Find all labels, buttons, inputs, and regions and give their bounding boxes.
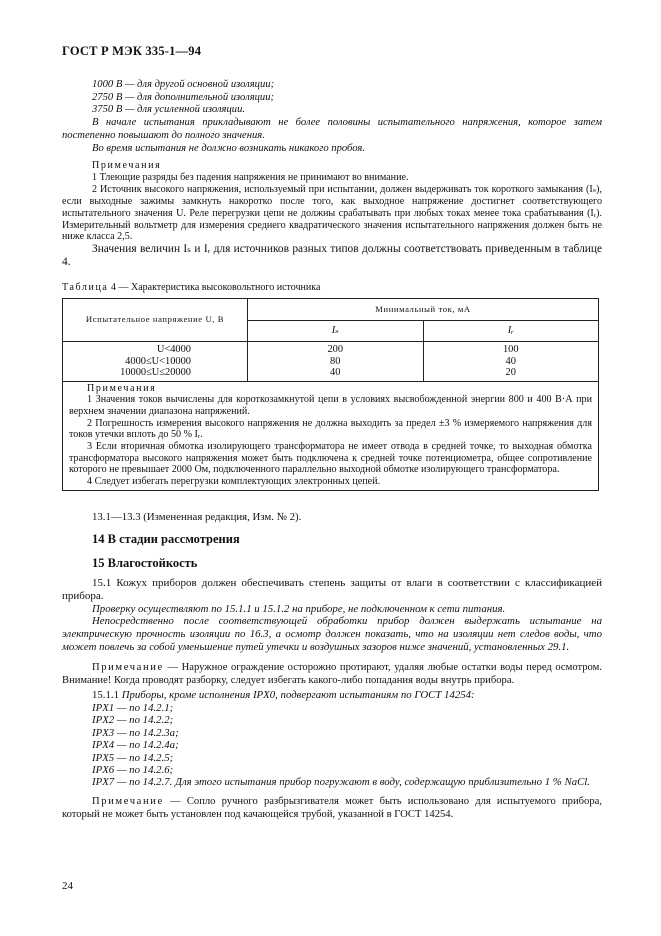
page-number: 24 [62, 880, 73, 892]
col-header-is: Iₛ [248, 321, 424, 342]
table-note: 3 Если вторичная обмотка изолирующего трансформатора не имеет отвода в средней точке, то выходная обмотка трансформатора высокого напряжения может быть подключена к средней точке потенциометра, общее сопротивление которого не превышает 2000 Ом, подключенного параллельно выходной обмотке изолирующего трансформатора. [69, 441, 592, 476]
section-14-heading: 14 В стадии рассмотрения [92, 532, 240, 546]
table-cell: 20 [505, 367, 516, 378]
clause-text: Приборы, кроме исполнения IPX0, подвергают испытаниям по ГОСТ 14254: [121, 689, 475, 701]
ipx-list [62, 702, 602, 789]
col-header-voltage: Испытательное напряжение U, В [63, 299, 248, 342]
voltage-item: 1000 В — для другой основной изоляции; [92, 79, 275, 90]
voltage-list [62, 79, 602, 117]
ipx-item: IPX6 — по 14.2.6; [92, 764, 174, 777]
ipx-item: IPX4 — по 14.2.4а; [92, 739, 179, 752]
ipx-item: IPX5 — по 14.2.5; [92, 751, 174, 764]
section-15-heading: 15 Влагостойкость [92, 556, 198, 570]
table-note: 2 Погрешность измерения высокого напряжения не должна выходить за предел ±3 % измеряемого напряжения для токов утечки вплоть до 50 % Iᵣ. [69, 417, 592, 441]
note-text: — Наружное ограждение осторожно протирают, удаляя любые остатки воды перед осмотром. Внимание! Когда проводят разборку, следует избегать какого-либо попадания воды внутрь прибора. [62, 662, 602, 686]
no-breakdown-paragraph: Во время испытания не должно возникать никакого пробоя. [92, 143, 365, 154]
note-item: 1 Тлеющие разряды без падения напряжения не принимают во внимание. [92, 171, 409, 183]
table-cell: 80 [330, 355, 341, 367]
ipx-item: IPX3 — по 14.2.3а; [92, 726, 179, 739]
notes-title: Примечания [92, 160, 162, 171]
clause-number: 15.1.1 [92, 689, 122, 701]
paragraph-after-treatment: Непосредственно после соответствующей обработки прибор должен выдержать испытание на электрическую прочность изоляции по 16.3, а осмотр должен показать, что на изоляции нет следов воды, что может повлечь за собой уменьшение путей утечки и воздушных зазоров ниже значений, установленных 29.1. [62, 615, 602, 653]
page-header: ГОСТ Р МЭК 335-1—94 [62, 44, 202, 58]
is-cells [248, 342, 424, 382]
table-note: 1 Значения токов вычислены для короткозамкнутой цепи в условиях высвобожденной энергии 800 и 400 В·А при верхнем значении диапазона напряжений. [69, 394, 592, 417]
table-cell: 40 [330, 367, 341, 378]
table-cell: 200 [327, 344, 344, 355]
ir-cells [423, 342, 599, 382]
paragraph-check: Проверку осуществляют по 15.1.1 и 15.1.2 на приборе, не подключенном к сети питания. [92, 603, 506, 615]
voltage-item: 3750 В — для усиленной изоляции. [92, 104, 246, 116]
ipx-item: IPX1 — по 14.2.1; [92, 702, 174, 714]
table-caption-text: 4 — Характеристика высоковольтного источника [108, 282, 321, 293]
table-cell: 10000≤U≤20000 [120, 367, 191, 378]
table-cell: 4000≤U<10000 [125, 355, 191, 367]
note-nozzle [62, 796, 602, 821]
table-caption [62, 282, 602, 295]
col-header-ir: Iᵣ [423, 321, 599, 342]
table-cell: 100 [502, 344, 519, 355]
table-cell: 40 [505, 355, 516, 367]
table-4 [62, 298, 599, 491]
ipx-item: IPX7 — по 14.2.7. Для этого испытания прибор погружают в воду, содержащую приблизительно 1 % NaCl. [92, 776, 590, 789]
table-caption-label: Таблица [62, 282, 109, 293]
note-label: Примечание [92, 662, 164, 673]
note-cleaning [62, 662, 602, 687]
paragraph-15-1-1 [62, 689, 602, 702]
test-start-paragraph: В начале испытания прикладывают не более половины испытательного напряжения, которое затем постепенно повышают до полного значения. [62, 117, 602, 141]
voltage-cells [63, 342, 248, 382]
note-label: Примечание [92, 796, 164, 807]
note-text: — Сопло ручного разбрызгивателя может быть использовано для испытуемого прибора, который не может быть установлен под качающейся трубой, указанной в ГОСТ 14254. [62, 796, 602, 820]
note-item: 2 Источник высокого напряжения, используемый при испытании, должен выдерживать ток короткого замыкания (Iₛ), если выходные зажимы замкнуть накоротко после того, как выходное напряжение достигнет соответствующего испытательного значения U. Реле перегрузки цепи не должны срабатывать при любых токах менее тока срабатывания (Iᵣ). Измерительный вольтметр для измерения среднего квадратического значения испытательного напряжения должен быть не ниже класса 2,5. [62, 183, 602, 243]
amendment-line [62, 511, 602, 524]
table-cell: U<4000 [156, 344, 191, 355]
values-paragraph: Значения величин Iₛ и Iᵣ для источников разных типов должны соответствовать приведенным в таблице 4. [62, 243, 602, 269]
notes-block-1 [62, 160, 602, 243]
table-note: 4 Следует избегать перегрузки комплектующих электронных цепей. [87, 476, 381, 488]
table-notes [63, 381, 599, 490]
ipx-item: IPX2 — по 14.2.2; [92, 714, 174, 727]
paragraph-15-1: 15.1 Кожух приборов должен обеспечивать степень защиты от влаги в соответствии с классификацией прибора. [62, 577, 602, 602]
amendment-text: 13.1—13.3 (Измененная редакция, Изм. № 2). [92, 511, 302, 523]
table-notes-title: Примечания [87, 382, 157, 394]
col-header-min-current: Минимальный ток, мА [248, 299, 599, 321]
voltage-item: 2750 В — для дополнительной изоляции; [92, 91, 275, 103]
